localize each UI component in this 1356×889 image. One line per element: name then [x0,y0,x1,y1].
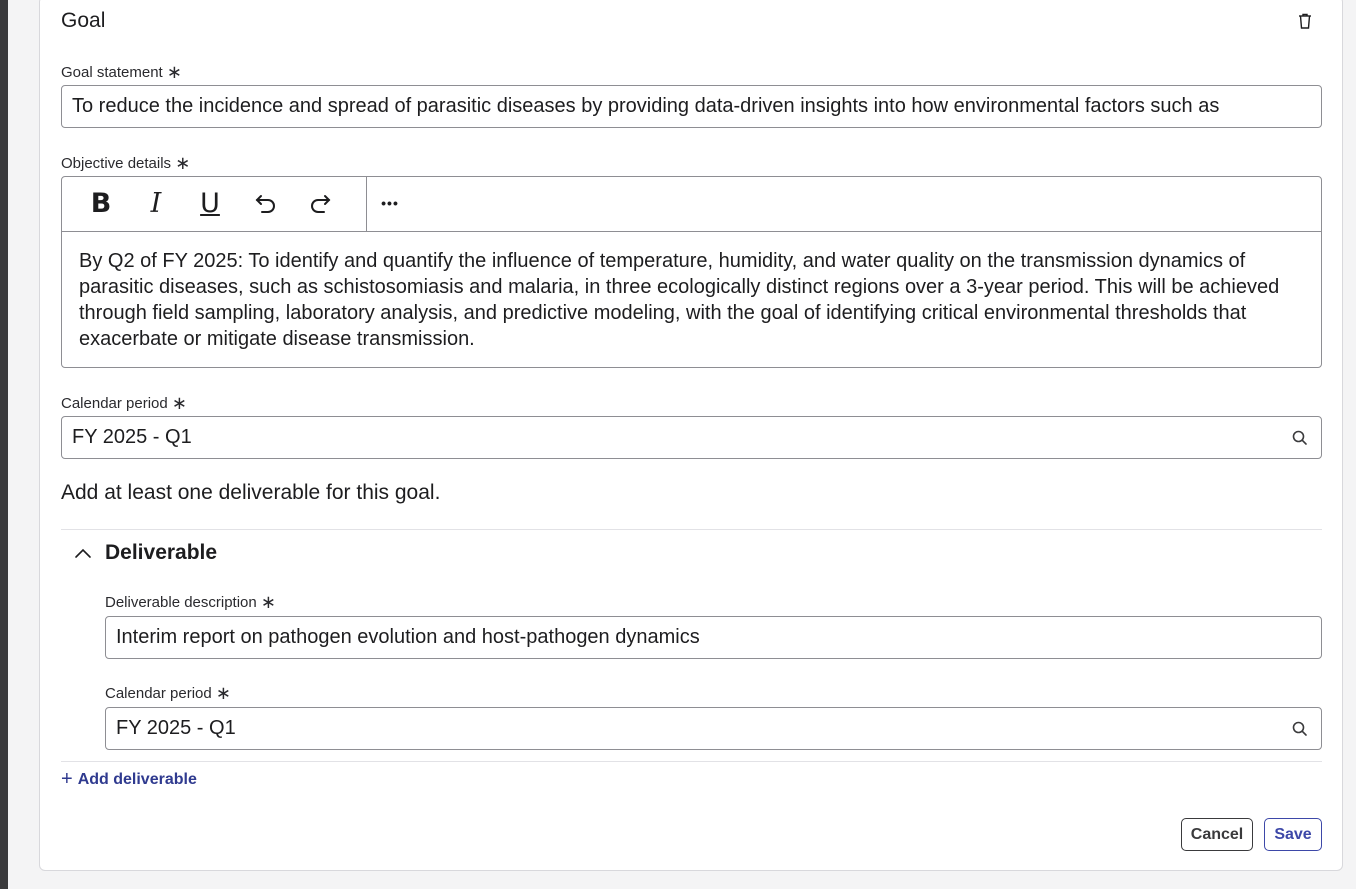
goal-statement-label-text: Goal statement [61,64,163,81]
toolbar-divider [366,177,367,231]
deliverable-helper-text: Add at least one deliverable for this goal. [61,481,441,504]
required-asterisk: ∗ [175,153,191,173]
objective-details-text[interactable]: By Q2 of FY 2025: To identify and quantify the influence of temperature, humidity, and water quality on the transmission dynamics of parasitic diseases, such as schistosomiasis and malaria, in three ecologically distinct regions over a 3-year period. This will be achieved through field sampling, laboratory analysis, and predictive modeling, with the goal of identifying critical environmental thresholds that exacerbate or mitigate disease transmission. [79,250,1280,350]
redo-icon [307,191,333,215]
deliverable-description-label-text: Deliverable description [105,594,257,611]
deliverable-description-label [105,591,276,612]
search-icon[interactable] [1291,429,1309,447]
cancel-button[interactable]: Cancel [1181,818,1253,851]
deliverable-header: Deliverable [105,541,218,564]
deliverable-description-value: Interim report on pathogen evolution and host-pathogen dynamics [116,626,700,648]
deliverable-calendar-period-input[interactable] [105,707,1322,750]
bold-button[interactable]: B [90,187,112,219]
italic-button[interactable]: I [150,187,162,219]
calendar-period-input[interactable] [61,416,1322,459]
goal-title: Goal [61,9,106,32]
add-deliverable-link[interactable] [61,767,197,790]
more-options-button[interactable]: ••• [381,195,399,211]
plus-icon: + [61,768,73,790]
editor-toolbar [62,177,1321,232]
goal-statement-value: To reduce the incidence and spread of parasitic diseases by providing data-driven insights into how environmental factors such as [72,95,1220,117]
objective-details-label-text: Objective details [61,155,172,172]
required-asterisk: ∗ [166,62,182,82]
divider [61,529,1322,530]
underline-button[interactable]: U [200,187,220,219]
calendar-period-value: FY 2025 - Q1 [72,426,192,448]
goal-statement-label [61,61,182,82]
objective-details-label [61,152,190,173]
window-left-edge [0,0,8,889]
chevron-up-icon [74,546,92,560]
deliverable-description-input[interactable] [105,616,1322,659]
undo-button[interactable] [251,185,281,221]
goal-statement-input[interactable] [61,85,1322,128]
required-asterisk: ∗ [171,393,187,413]
divider [61,761,1322,762]
deliverable-calendar-period-label [105,682,231,703]
undo-icon [253,191,279,215]
search-icon[interactable] [1291,720,1309,738]
trash-icon[interactable] [1295,11,1315,31]
deliverable-calendar-period-value: FY 2025 - Q1 [116,717,236,739]
calendar-period-label-text: Calendar period [61,395,168,412]
calendar-period-label [61,392,187,413]
objective-details-editor[interactable] [61,176,1322,368]
deliverable-section-toggle[interactable] [74,541,217,565]
redo-button[interactable] [305,185,335,221]
required-asterisk: ∗ [260,592,276,612]
save-button[interactable]: Save [1264,818,1322,851]
add-deliverable-label: Add deliverable [77,771,197,788]
deliverable-calendar-period-label-text: Calendar period [105,685,212,702]
required-asterisk: ∗ [215,683,231,703]
